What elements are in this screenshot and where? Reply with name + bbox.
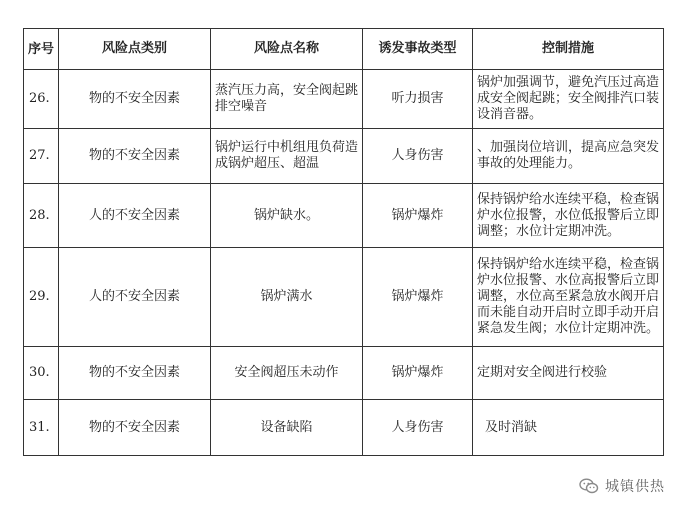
table-header-row (24, 29, 664, 70)
accident-type: 人身伤害 (363, 400, 473, 456)
accident-type: 锅炉爆炸 (363, 248, 473, 347)
risk-category: 物的不安全因素 (59, 347, 211, 400)
header-seq: 序号 (24, 29, 59, 70)
table-row (24, 184, 664, 248)
row-number: 30. (24, 347, 59, 400)
header-measures: 控制措施 (473, 29, 664, 70)
risk-category: 物的不安全因素 (59, 70, 211, 129)
risk-control-table (23, 28, 664, 456)
row-number: 27. (24, 129, 59, 184)
risk-name: 安全阀超压未动作 (211, 347, 363, 400)
control-measures: 保持锅炉给水连续平稳，检查锅炉水位报警、水位高报警后立即调整，水位高至紧急放水阀开启而未能自动开启时立即手动开启紧急发生阀；水位计定期冲洗。 (473, 248, 664, 347)
risk-name: 锅炉缺水。 (211, 184, 363, 248)
table-row (24, 129, 664, 184)
risk-category: 物的不安全因素 (59, 400, 211, 456)
risk-name: 锅炉运行中机组甩负荷造成锅炉超压、超温 (211, 129, 363, 184)
control-measures: 及时消缺 (473, 400, 664, 456)
accident-type: 听力损害 (363, 70, 473, 129)
wechat-icon (579, 478, 599, 494)
row-number: 28. (24, 184, 59, 248)
header-accident: 诱发事故类型 (363, 29, 473, 70)
control-measures: 定期对安全阀进行校验 (473, 347, 664, 400)
risk-name: 锅炉满水 (211, 248, 363, 347)
control-measures: 、加强岗位培训，提高应急突发事故的处理能力。 (473, 129, 664, 184)
accident-type: 人身伤害 (363, 129, 473, 184)
table-row (24, 248, 664, 347)
risk-category: 物的不安全因素 (59, 129, 211, 184)
row-number: 26. (24, 70, 59, 129)
control-measures: 保持锅炉给水连续平稳，检查锅炉水位报警，水位低报警后立即调整；水位计定期冲洗。 (473, 184, 664, 248)
control-measures: 锅炉加强调节，避免汽压过高造成安全阀起跳；安全阀排汽口装设消音器。 (473, 70, 664, 129)
risk-name: 蒸汽压力高，安全阀起跳排空噪音 (211, 70, 363, 129)
risk-category: 人的不安全因素 (59, 184, 211, 248)
watermark-text: 城镇供热 (605, 479, 665, 495)
table-row (24, 70, 664, 129)
risk-name: 设备缺陷 (211, 400, 363, 456)
header-name: 风险点名称 (211, 29, 363, 70)
row-number: 31. (24, 400, 59, 456)
accident-type: 锅炉爆炸 (363, 347, 473, 400)
accident-type: 锅炉爆炸 (363, 184, 473, 248)
row-number: 29. (24, 248, 59, 347)
table-row (24, 400, 664, 456)
risk-category: 人的不安全因素 (59, 248, 211, 347)
watermark (579, 476, 665, 496)
table-row (24, 347, 664, 400)
header-category: 风险点类别 (59, 29, 211, 70)
